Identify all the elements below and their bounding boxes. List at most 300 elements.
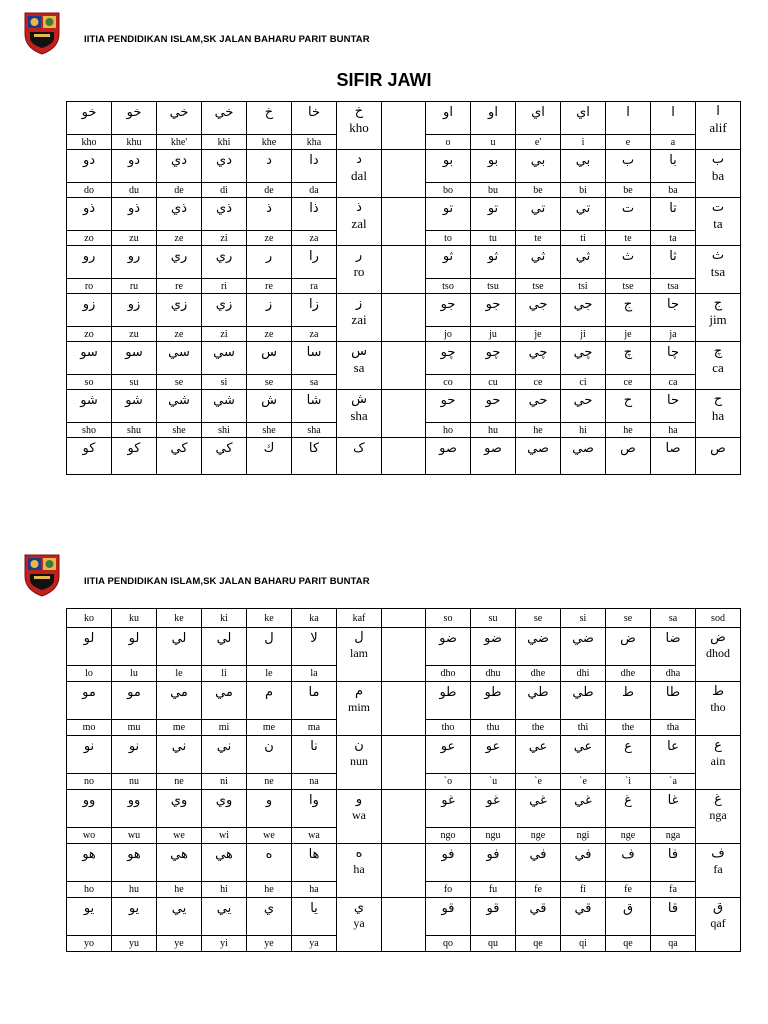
- jawi-syllable: صي: [516, 438, 561, 475]
- jawi-syllable: ب: [606, 150, 651, 183]
- school-logo: [22, 10, 62, 56]
- jawi-syllable: ري: [157, 246, 202, 279]
- letter-name: nga: [709, 808, 727, 822]
- romanization: nu: [112, 774, 157, 790]
- romanization: ta: [651, 231, 696, 246]
- romanization: ti: [561, 231, 606, 246]
- romanization: la: [292, 666, 337, 682]
- jawi-syllable: س: [247, 342, 292, 375]
- jawi-syllable: سو: [67, 342, 112, 375]
- letter-name: kho: [349, 120, 369, 135]
- jawi-syllable: چو: [426, 342, 471, 375]
- letter-header: [337, 898, 382, 952]
- jawi-syllable: ه: [247, 844, 292, 882]
- letter-header: [696, 682, 741, 736]
- jawi-syllable: هي: [157, 844, 202, 882]
- jawi-syllable: طو: [426, 682, 471, 720]
- jawi-syllable: را: [292, 246, 337, 279]
- gap-column: [382, 150, 426, 198]
- letter-header: [337, 342, 382, 390]
- jawi-syllable: لي: [202, 628, 247, 666]
- gap-column: [382, 844, 426, 898]
- letter-name: ya: [353, 916, 365, 930]
- romanization: re: [247, 279, 292, 294]
- jawi-syllable: شا: [292, 390, 337, 423]
- school-name: IITIA PENDIDIKAN ISLAM,SK JALAN BAHARU PARIT BUNTAR: [84, 576, 370, 587]
- jawi-syllable: ا: [651, 102, 696, 135]
- romanization: `a: [651, 774, 696, 790]
- jawi-letter: ع: [714, 738, 722, 753]
- romanization: ngo: [426, 828, 471, 844]
- jawi-syllable: لو: [112, 628, 157, 666]
- jawi-syllable: دي: [202, 150, 247, 183]
- jawi-syllable: وي: [157, 790, 202, 828]
- jawi-syllable: جا: [651, 294, 696, 327]
- romanization: fa: [651, 882, 696, 898]
- jawi-syllable: هي: [202, 844, 247, 882]
- jawi-syllable: چ: [606, 342, 651, 375]
- letter-header: [696, 102, 741, 150]
- romanization: zu: [112, 231, 157, 246]
- romanization: kho: [67, 135, 112, 150]
- romanization: ye: [157, 936, 202, 952]
- jawi-letter: ه: [355, 846, 363, 861]
- letter-name: sa: [353, 360, 365, 375]
- romanization: yi: [202, 936, 247, 952]
- jawi-syllable: مو: [112, 682, 157, 720]
- jawi-syllable: لي: [157, 628, 202, 666]
- romanization: me: [157, 720, 202, 736]
- romanization: `e: [516, 774, 561, 790]
- letter-name: zal: [351, 216, 367, 231]
- romanization: dhe: [516, 666, 561, 682]
- gap-column: [382, 102, 426, 150]
- romanization: kha: [292, 135, 337, 150]
- jawi-syllable: طي: [561, 682, 606, 720]
- romanization: te: [516, 231, 561, 246]
- romanization: ya: [292, 936, 337, 952]
- romanization: she: [157, 423, 202, 438]
- jawi-syllable: عي: [516, 736, 561, 774]
- jawi-syllable: ضو: [471, 628, 516, 666]
- jawi-syllable: طي: [516, 682, 561, 720]
- romanization: ze: [247, 231, 292, 246]
- jawi-syllable: لو: [67, 628, 112, 666]
- jawi-syllable: دو: [67, 150, 112, 183]
- romanization: dhe: [606, 666, 651, 682]
- letter-name: lam: [350, 646, 368, 660]
- romanization: fo: [426, 882, 471, 898]
- romanization: je: [516, 327, 561, 342]
- jawi-letter: ي: [353, 900, 365, 915]
- jawi-letter: ذ: [356, 200, 362, 215]
- romanization: ku: [112, 609, 157, 628]
- jawi-syllable: عو: [426, 736, 471, 774]
- letter-header: [696, 898, 741, 952]
- romanization: `i: [606, 774, 651, 790]
- school-logo: [22, 552, 62, 598]
- jawi-syllable: زو: [112, 294, 157, 327]
- jawi-syllable: ري: [202, 246, 247, 279]
- jawi-syllable: ث: [606, 246, 651, 279]
- jawi-syllable: يو: [112, 898, 157, 936]
- romanization: tho: [426, 720, 471, 736]
- letter-name: wa: [352, 808, 366, 822]
- jawi-syllable: في: [516, 844, 561, 882]
- romanization: tse: [606, 279, 651, 294]
- romanization: da: [292, 183, 337, 198]
- romanization: the: [516, 720, 561, 736]
- jawi-syllable: او: [426, 102, 471, 135]
- jawi-syllable: شي: [202, 390, 247, 423]
- jawi-letter: س: [351, 344, 367, 359]
- jawi-syllable: د: [247, 150, 292, 183]
- romanization: `u: [471, 774, 516, 790]
- letter-name: ain: [710, 754, 726, 768]
- romanization: de: [247, 183, 292, 198]
- romanization: ngi: [561, 828, 606, 844]
- romanization: su: [112, 375, 157, 390]
- jawi-syllable: شي: [157, 390, 202, 423]
- romanization: dha: [651, 666, 696, 682]
- romanization: ka: [292, 609, 337, 628]
- jawi-syllable: مو: [67, 682, 112, 720]
- letter-name: dhod: [706, 646, 730, 660]
- gap-column: [382, 682, 426, 736]
- jawi-syllable: ذ: [247, 198, 292, 231]
- romanization: shi: [202, 423, 247, 438]
- romanization: yu: [112, 936, 157, 952]
- romanization: za: [292, 327, 337, 342]
- letter-name: jim: [709, 312, 727, 327]
- romanization: u: [471, 135, 516, 150]
- jawi-syllable: ذا: [292, 198, 337, 231]
- romanization: bu: [471, 183, 516, 198]
- romanization: ha: [651, 423, 696, 438]
- romanization: ne: [157, 774, 202, 790]
- romanization: shu: [112, 423, 157, 438]
- romanization: se: [157, 375, 202, 390]
- gap-column: [382, 790, 426, 844]
- romanization: kaf: [337, 609, 382, 628]
- jawi-syllable: ها: [292, 844, 337, 882]
- romanization: si: [561, 609, 606, 628]
- romanization: sa: [651, 609, 696, 628]
- jawi-syllable: خ: [247, 102, 292, 135]
- romanization: we: [157, 828, 202, 844]
- romanization: ni: [202, 774, 247, 790]
- gap-column: [382, 438, 426, 475]
- gap-column: [382, 390, 426, 438]
- jawi-syllable: خا: [292, 102, 337, 135]
- romanization: ha: [292, 882, 337, 898]
- romanization: khe': [157, 135, 202, 150]
- jawi-syllable: جي: [516, 294, 561, 327]
- jawi-syllable: صي: [561, 438, 606, 475]
- jawi-syllable: ثو: [471, 246, 516, 279]
- romanization: zi: [202, 231, 247, 246]
- jawi-syllable: ني: [202, 736, 247, 774]
- romanization: e': [516, 135, 561, 150]
- romanization: tse: [516, 279, 561, 294]
- letter-name: nun: [350, 754, 368, 768]
- jawi-syllable: وي: [202, 790, 247, 828]
- jawi-syllable: ذي: [157, 198, 202, 231]
- letter-header: [696, 342, 741, 390]
- jawi-syllable: سي: [202, 342, 247, 375]
- romanization: dho: [426, 666, 471, 682]
- romanization: de: [157, 183, 202, 198]
- romanization: dhi: [561, 666, 606, 682]
- romanization: dhu: [471, 666, 516, 682]
- jawi-syllable: ص: [696, 438, 741, 475]
- letter-name: ba: [711, 168, 725, 183]
- romanization: the: [606, 720, 651, 736]
- letter-name: qaf: [710, 916, 726, 930]
- jawi-syllable: ک: [337, 438, 382, 475]
- jawi-syllable: مي: [157, 682, 202, 720]
- romanization: di: [202, 183, 247, 198]
- jawi-letter: چ: [713, 344, 723, 359]
- jawi-syllable: چي: [516, 342, 561, 375]
- romanization: co: [426, 375, 471, 390]
- romanization: jo: [426, 327, 471, 342]
- romanization: nge: [516, 828, 561, 844]
- gap-column: [382, 898, 426, 952]
- jawi-syllable: قي: [516, 898, 561, 936]
- jawi-letter: ق: [712, 900, 724, 915]
- jawi-syllable: خي: [202, 102, 247, 135]
- romanization: `e: [561, 774, 606, 790]
- jawi-syllable: او: [471, 102, 516, 135]
- letter-header: [337, 102, 382, 150]
- letter-header: [696, 844, 741, 898]
- jawi-letter: ب: [711, 152, 725, 167]
- jawi-syllable: صا: [651, 438, 696, 475]
- romanization: te: [606, 231, 651, 246]
- romanization: ke: [157, 609, 202, 628]
- romanization: sho: [67, 423, 112, 438]
- jawi-letter: ت: [711, 200, 725, 215]
- school-name: IITIA PENDIDIKAN ISLAM,SK JALAN BAHARU PARIT BUNTAR: [84, 34, 370, 45]
- romanization: wu: [112, 828, 157, 844]
- romanization: to: [426, 231, 471, 246]
- jawi-letter: ر: [355, 248, 363, 263]
- jawi-syllable: ط: [606, 682, 651, 720]
- jawi-syllable: ن: [247, 736, 292, 774]
- romanization: ji: [561, 327, 606, 342]
- romanization: hu: [112, 882, 157, 898]
- jawi-letter: ج: [713, 296, 723, 311]
- jawi-syllable: وا: [292, 790, 337, 828]
- romanization: bi: [561, 183, 606, 198]
- jawi-syllable: ك: [247, 438, 292, 475]
- jawi-syllable: قي: [561, 898, 606, 936]
- romanization: wa: [292, 828, 337, 844]
- romanization: zu: [112, 327, 157, 342]
- jawi-syllable: كا: [292, 438, 337, 475]
- jawi-syllable: غو: [471, 790, 516, 828]
- romanization: ngu: [471, 828, 516, 844]
- letter-name: tsa: [710, 264, 726, 279]
- romanization: fe: [606, 882, 651, 898]
- romanization: ri: [202, 279, 247, 294]
- romanization: be: [606, 183, 651, 198]
- jawi-syllable: ثي: [516, 246, 561, 279]
- letter-header: [337, 790, 382, 844]
- letter-header: [337, 246, 382, 294]
- romanization: sha: [292, 423, 337, 438]
- romanization: do: [67, 183, 112, 198]
- letter-header: [696, 294, 741, 342]
- jawi-syllable: تا: [651, 198, 696, 231]
- jawi-syllable: ضي: [516, 628, 561, 666]
- jawi-letter: ف: [711, 846, 725, 861]
- romanization: i: [561, 135, 606, 150]
- romanization: se: [247, 375, 292, 390]
- romanization: tsa: [651, 279, 696, 294]
- romanization: je: [606, 327, 651, 342]
- romanization: su: [471, 609, 516, 628]
- romanization: fu: [471, 882, 516, 898]
- jawi-syllable: چي: [561, 342, 606, 375]
- jawi-syllable: رو: [67, 246, 112, 279]
- jawi-syllable: حا: [651, 390, 696, 423]
- romanization: ze: [157, 231, 202, 246]
- romanization: fi: [561, 882, 606, 898]
- jawi-syllable: ذو: [67, 198, 112, 231]
- jawi-letter: غ: [714, 792, 722, 807]
- jawi-syllable: و: [247, 790, 292, 828]
- jawi-syllable: وو: [112, 790, 157, 828]
- letter-header: [696, 198, 741, 246]
- romanization: he: [157, 882, 202, 898]
- letter-header: [696, 390, 741, 438]
- page-title: SIFIR JAWI: [336, 70, 432, 90]
- jawi-syllable: ذي: [202, 198, 247, 231]
- romanization: qi: [561, 936, 606, 952]
- jawi-syllable: زي: [202, 294, 247, 327]
- romanization: khi: [202, 135, 247, 150]
- jawi-syllable: فا: [651, 844, 696, 882]
- romanization: tu: [471, 231, 516, 246]
- jawi-letter: ن: [354, 738, 364, 753]
- romanization: fe: [516, 882, 561, 898]
- jawi-syllable: تو: [426, 198, 471, 231]
- jawi-syllable: ل: [247, 628, 292, 666]
- jawi-syllable: غ: [606, 790, 651, 828]
- jawi-syllable: زو: [67, 294, 112, 327]
- jawi-syllable: ثو: [426, 246, 471, 279]
- romanization: wi: [202, 828, 247, 844]
- romanization: mo: [67, 720, 112, 736]
- romanization: le: [157, 666, 202, 682]
- jawi-syllable: تي: [516, 198, 561, 231]
- jawi-syllable: ق: [606, 898, 651, 936]
- letter-header: [337, 736, 382, 790]
- jawi-syllable: عو: [471, 736, 516, 774]
- letter-header: [337, 390, 382, 438]
- jawi-letter: د: [356, 152, 362, 167]
- jawi-syllable: ف: [606, 844, 651, 882]
- romanization: she: [247, 423, 292, 438]
- jawi-syllable: ح: [606, 390, 651, 423]
- romanization: ne: [247, 774, 292, 790]
- romanization: thu: [471, 720, 516, 736]
- jawi-syllable: كي: [202, 438, 247, 475]
- jawi-syllable: ذو: [112, 198, 157, 231]
- gap-column: [382, 609, 426, 628]
- jawi-letter: ل: [354, 630, 364, 645]
- romanization: le: [247, 666, 292, 682]
- jawi-syllable: هو: [112, 844, 157, 882]
- romanization: ba: [651, 183, 696, 198]
- romanization: ju: [471, 327, 516, 342]
- jawi-syllable: غو: [426, 790, 471, 828]
- gap-column: [382, 342, 426, 390]
- jawi-syllable: ضا: [651, 628, 696, 666]
- jawi-syllable: اي: [561, 102, 606, 135]
- jawi-syllable: حو: [471, 390, 516, 423]
- romanization: ja: [651, 327, 696, 342]
- jawi-syllable: ض: [606, 628, 651, 666]
- jawi-letter: ا: [716, 104, 720, 119]
- romanization: ce: [516, 375, 561, 390]
- jawi-syllable: چو: [471, 342, 516, 375]
- letter-name: dal: [351, 168, 367, 183]
- jawi-letter: ح: [713, 392, 723, 407]
- jawi-syllable: هو: [67, 844, 112, 882]
- jawi-table-2: [66, 608, 741, 952]
- jawi-table-1: [66, 101, 741, 475]
- jawi-syllable: كو: [67, 438, 112, 475]
- romanization: bo: [426, 183, 471, 198]
- jawi-syllable: دو: [112, 150, 157, 183]
- romanization: qe: [516, 936, 561, 952]
- letter-name: ha: [711, 408, 725, 423]
- jawi-syllable: غا: [651, 790, 696, 828]
- letter-header: [337, 628, 382, 682]
- jawi-syllable: خو: [67, 102, 112, 135]
- romanization: zo: [67, 327, 112, 342]
- romanization: so: [67, 375, 112, 390]
- romanization: ze: [247, 327, 292, 342]
- romanization: si: [202, 375, 247, 390]
- letter-header: [337, 198, 382, 246]
- jawi-syllable: نو: [112, 736, 157, 774]
- letter-name: sha: [350, 408, 368, 423]
- jawi-syllable: حي: [561, 390, 606, 423]
- gap-column: [382, 198, 426, 246]
- romanization: qo: [426, 936, 471, 952]
- romanization: khe: [247, 135, 292, 150]
- jawi-syllable: ا: [606, 102, 651, 135]
- romanization: cu: [471, 375, 516, 390]
- letter-name: mim: [347, 700, 370, 714]
- jawi-syllable: خو: [112, 102, 157, 135]
- jawi-letter: خ: [354, 104, 364, 119]
- romanization: hu: [471, 423, 516, 438]
- letter-name: ro: [353, 264, 365, 279]
- jawi-syllable: چا: [651, 342, 696, 375]
- jawi-syllable: نو: [67, 736, 112, 774]
- jawi-syllable: سي: [157, 342, 202, 375]
- romanization: tsi: [561, 279, 606, 294]
- letter-name: fa: [713, 862, 723, 876]
- jawi-syllable: صو: [471, 438, 516, 475]
- jawi-syllable: شو: [112, 390, 157, 423]
- jawi-syllable: خي: [157, 102, 202, 135]
